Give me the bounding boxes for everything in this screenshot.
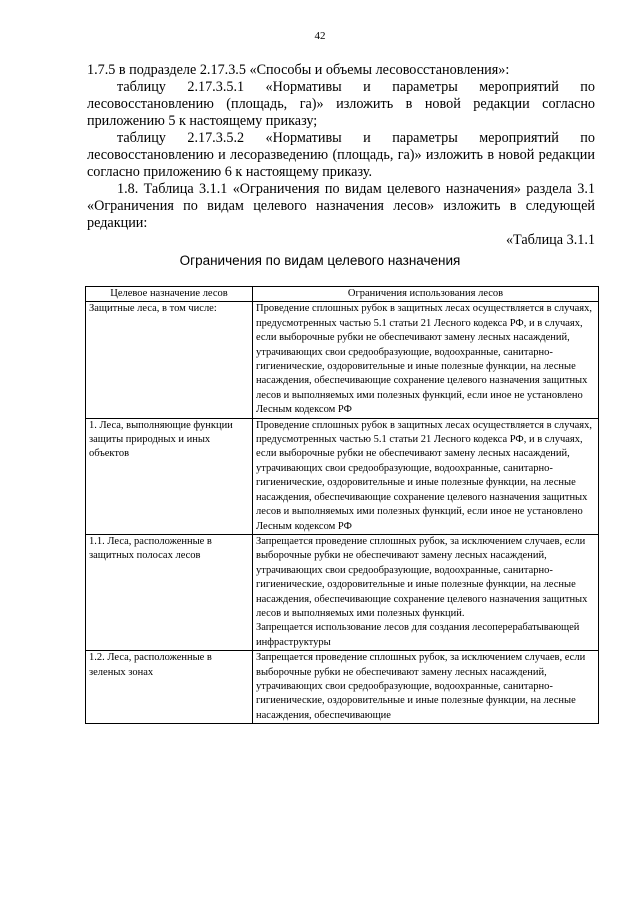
paragraph-table-2-17-3-5-2: таблицу 2.17.3.5.2 «Нормативы и параметры мероприятий по лесовосстановлению и лесоразведению (площадь, га)» изложить в новой редакции согласно приложению 6 к настоящему приказу. (87, 130, 595, 180)
restrictions-table (85, 286, 599, 724)
table-row (86, 302, 599, 418)
table-title: Ограничения по видам целевого назначения (179, 253, 461, 268)
cell-purpose: Защитные леса, в том числе: (86, 302, 253, 418)
restriction-text: Запрещается использование лесов для создания лесоперерабатывающей инфраструктуры (256, 622, 580, 648)
paragraph-1-8: 1.8. Таблица 3.1.1 «Ограничения по видам целевого назначения» раздела 3.1 «Ограничения по видам целевого назначения лесов» изложить в следующей редакции: (87, 181, 595, 231)
restriction-text: Проведение сплошных рубок в защитных лесах осуществляется в случаях, предусмотренных частью 5.1 статьи 21 Лесного кодекса РФ, и в случаях, если выборочные рубки не обеспечивают замену лесных насаждений, утрачивающих свои средообразующие, водоохранные, санитарно-гигиенические, оздоровительные и иные полезные функции, на лесные насаждения, обеспечивающие сохранение целевого назначения защитных лесов и выполняемых ими полезных функций, если иное не установлено Лесным кодексом РФ (256, 419, 592, 532)
table-row (86, 651, 599, 724)
restriction-text: Запрещается проведение сплошных рубок, за исключением случаев, если выборочные рубки не обеспечивают замену лесных насаждений, утрачивающих свои средообразующие, водоохранные, санитарно-гигиенические, оздоровительные и иные полезные функции, на лесные насаждения, обеспечивающие (256, 652, 586, 721)
column-header-purpose: Целевое назначение лесов (86, 287, 253, 302)
cell-restrictions (253, 418, 599, 534)
cell-restrictions (253, 651, 599, 724)
paragraph-1-7-5: 1.7.5 в подразделе 2.17.3.5 «Способы и объемы лесовосстановления»: (87, 62, 510, 78)
restriction-text: Проведение сплошных рубок в защитных лесах осуществляется в случаях, предусмотренных частью 5.1 статьи 21 Лесного кодекса РФ, и в случаях, если выборочные рубки не обеспечивают замену лесных насаждений, утрачивающих свои средообразующие, водоохранные, санитарно-гигиенические, оздоровительные и иные полезные функции, на лесные насаждения, обеспечивающие сохранение целевого назначения защитных лесов и выполняемых ими полезных функций, если иное не установлено Лесным кодексом РФ (256, 303, 592, 416)
page-number: 42 (314, 30, 326, 42)
cell-restrictions (253, 302, 599, 418)
cell-purpose: 1. Леса, выполняющие функции защиты природных и иных объектов (86, 418, 253, 534)
table-row (86, 534, 599, 650)
cell-restrictions (253, 534, 599, 650)
table-reference: «Таблица 3.1.1 (505, 232, 595, 248)
paragraph-table-2-17-3-5-1: таблицу 2.17.3.5.1 «Нормативы и параметры мероприятий по лесовосстановлению (площадь, га)» изложить в новой редакции согласно приложению 5 к настоящему приказу; (87, 79, 595, 129)
column-header-restrictions: Ограничения использования лесов (253, 287, 599, 302)
table-row (86, 418, 599, 534)
cell-purpose: 1.2. Леса, расположенные в зеленых зонах (86, 651, 253, 724)
restriction-text: Запрещается проведение сплошных рубок, за исключением случаев, если выборочные рубки не обеспечивают замену лесных насаждений, утрачивающих свои средообразующие, водоохранные, санитарно-гигиенические, оздоровительные и иные полезные функции, на лесные насаждения, обеспечивающие сохранение целевого назначения защитных лесов и выполняемых ими полезных функций. (256, 535, 588, 619)
cell-purpose: 1.1. Леса, расположенные в защитных полосах лесов (86, 534, 253, 650)
table-header-row (86, 287, 599, 302)
